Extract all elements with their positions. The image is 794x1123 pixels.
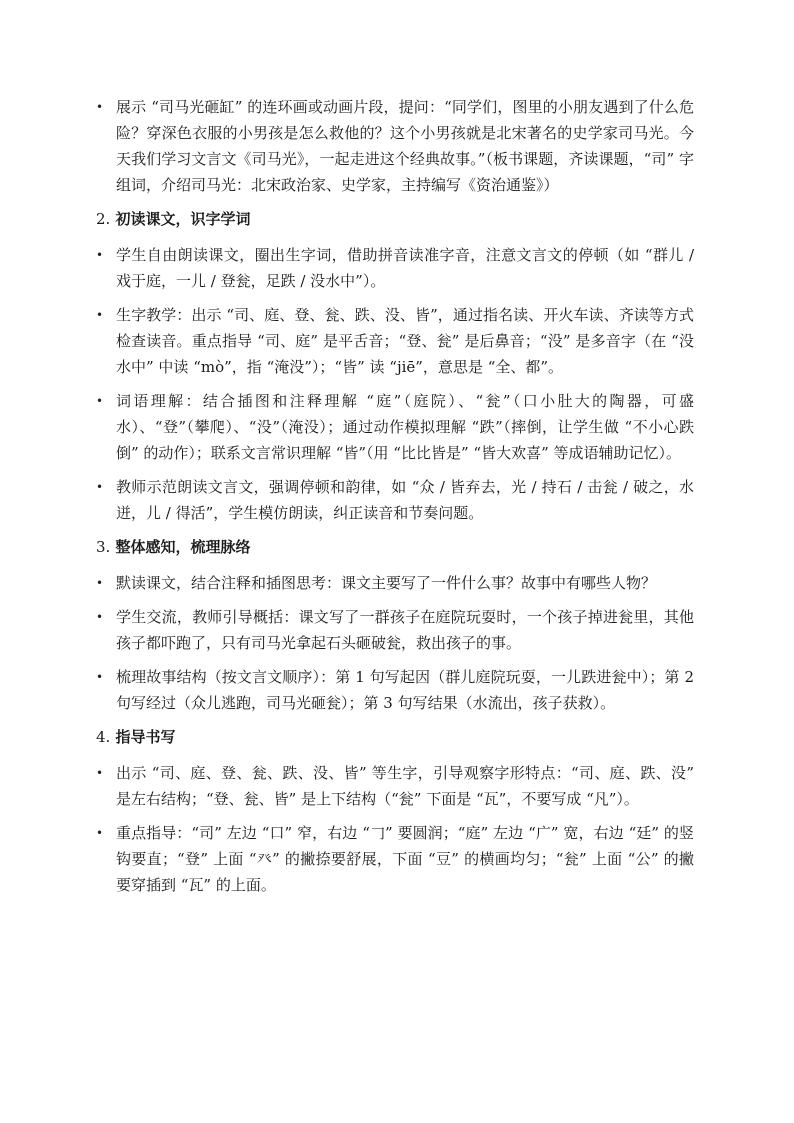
list-item: [96, 242, 694, 294]
section-title: 指导书写: [115, 728, 176, 746]
bullet-text: 默读课文，结合注释和插图思考：课文主要写了一件什么事？故事中有哪些人物？: [116, 574, 657, 592]
section-4: [96, 724, 694, 898]
bullet-icon: •: [96, 100, 104, 114]
bullet-text: 学生自由朗读课文，圈出生字词，借助拼音读准字音，注意文言文的停顿（如 “群儿 / 戏于庭，一儿 / 登瓮，足跌 / 没水中”）。: [116, 246, 694, 290]
section-heading: [96, 724, 694, 750]
list-item: [96, 664, 694, 716]
section-intro: [96, 94, 694, 198]
bullet-text: 词语理解：结合插图和注释理解 “庭”（庭院）、“瓮”（口小肚大的陶器，可盛水）、“登”（攀爬）、“没”（淹没）；通过动作模拟理解 “跌”（摔倒，让学生做 “不小心跌倒” 的动作）；联系文言常识理解 “皆”（用 “比比皆是” “皆大欢喜” 等成语辅助记忆）。: [116, 392, 694, 462]
section-title: 初读课文，识字学词: [115, 210, 251, 228]
bullet-icon: •: [96, 610, 104, 624]
list-item: [96, 302, 694, 380]
bullet-text: 生字教学：出示 “司、庭、登、瓮、跌、没、皆”，通过指名读、开火车读、齐读等方式检查读音。重点指导 “司、庭” 是平舌音；“登、瓮” 是后鼻音；“没” 是多音字（在 “没水中” 中读 “mò”，指 “淹没”）；“皆” 读 “jiē”，意思是 “全、都”。: [116, 306, 694, 376]
section-heading: [96, 206, 694, 232]
bullet-text: 教师示范朗读文言文，强调停顿和韵律，如 “众 / 皆弃去，光 / 持石 / 击瓮 / 破之，水迸，儿 / 得活”，学生模仿朗读，纠正读音和节奏问题。: [116, 478, 694, 522]
bullet-icon: •: [96, 480, 104, 494]
bullet-icon: •: [96, 394, 104, 408]
bullet-icon: •: [96, 576, 104, 590]
section-3: [96, 534, 694, 716]
list-item: [96, 760, 694, 812]
bullet-text: 出示 “司、庭、登、瓮、跌、没、皆” 等生字，引导观察字形特点：“司、庭、跌、没” 是左右结构；“登、瓮、皆” 是上下结构（“瓮” 下面是 “瓦”，不要写成 “凡”）。: [116, 764, 694, 808]
section-number: 2.: [96, 210, 111, 228]
section-2: [96, 206, 694, 526]
bullet-text: 展示 “司马光砸缸” 的连环画或动画片段，提问：“同学们，图里的小朋友遇到了什么危险？穿深色衣服的小男孩是怎么救他的？这个小男孩就是北宋著名的史学家司马光。今天我们学习文言文《司马光》，一起走进这个经典故事。”（板书课题，齐读课题，“司” 字组词，介绍司马光：北宋政治家、史学家，主持编写《资治通鉴》）: [116, 98, 694, 194]
bullet-text: 梳理故事结构（按文言文顺序）：第 1 句写起因（群儿庭院玩耍，一儿跌进瓮中）；第 2 句写经过（众儿逃跑，司马光砸瓮）；第 3 句写结果（水流出，孩子获救）。: [116, 668, 694, 712]
list-item: [96, 604, 694, 656]
list-item: [96, 388, 694, 466]
bullet-icon: •: [96, 308, 104, 322]
bullet-text: 学生交流，教师引导概括：课文写了一群孩子在庭院玩耍时，一个孩子掉进瓮里，其他孩子都吓跑了，只有司马光拿起石头砸破瓮，救出孩子的事。: [116, 608, 694, 652]
list-item: [96, 474, 694, 526]
list-item: [96, 570, 694, 596]
section-heading: [96, 534, 694, 560]
bullet-icon: •: [96, 766, 104, 780]
bullet-icon: •: [96, 248, 104, 262]
bullet-icon: •: [96, 826, 104, 840]
bullet-icon: •: [96, 670, 104, 684]
section-number: 4.: [96, 728, 111, 746]
list-item: [96, 820, 694, 898]
list-item: [96, 94, 694, 198]
bullet-text: 重点指导：“司” 左边 “口” 窄，右边 “𠃌” 要圆润；“庭” 左边 “广” 宽，右边 “廷” 的竖钩要直；“登” 上面 “癶” 的撇捺要舒展，下面 “豆” 的横画均匀；“瓮” 上面 “公” 的撇要穿插到 “瓦” 的上面。: [116, 824, 694, 894]
section-title: 整体感知，梳理脉络: [115, 538, 251, 556]
section-number: 3.: [96, 538, 111, 556]
